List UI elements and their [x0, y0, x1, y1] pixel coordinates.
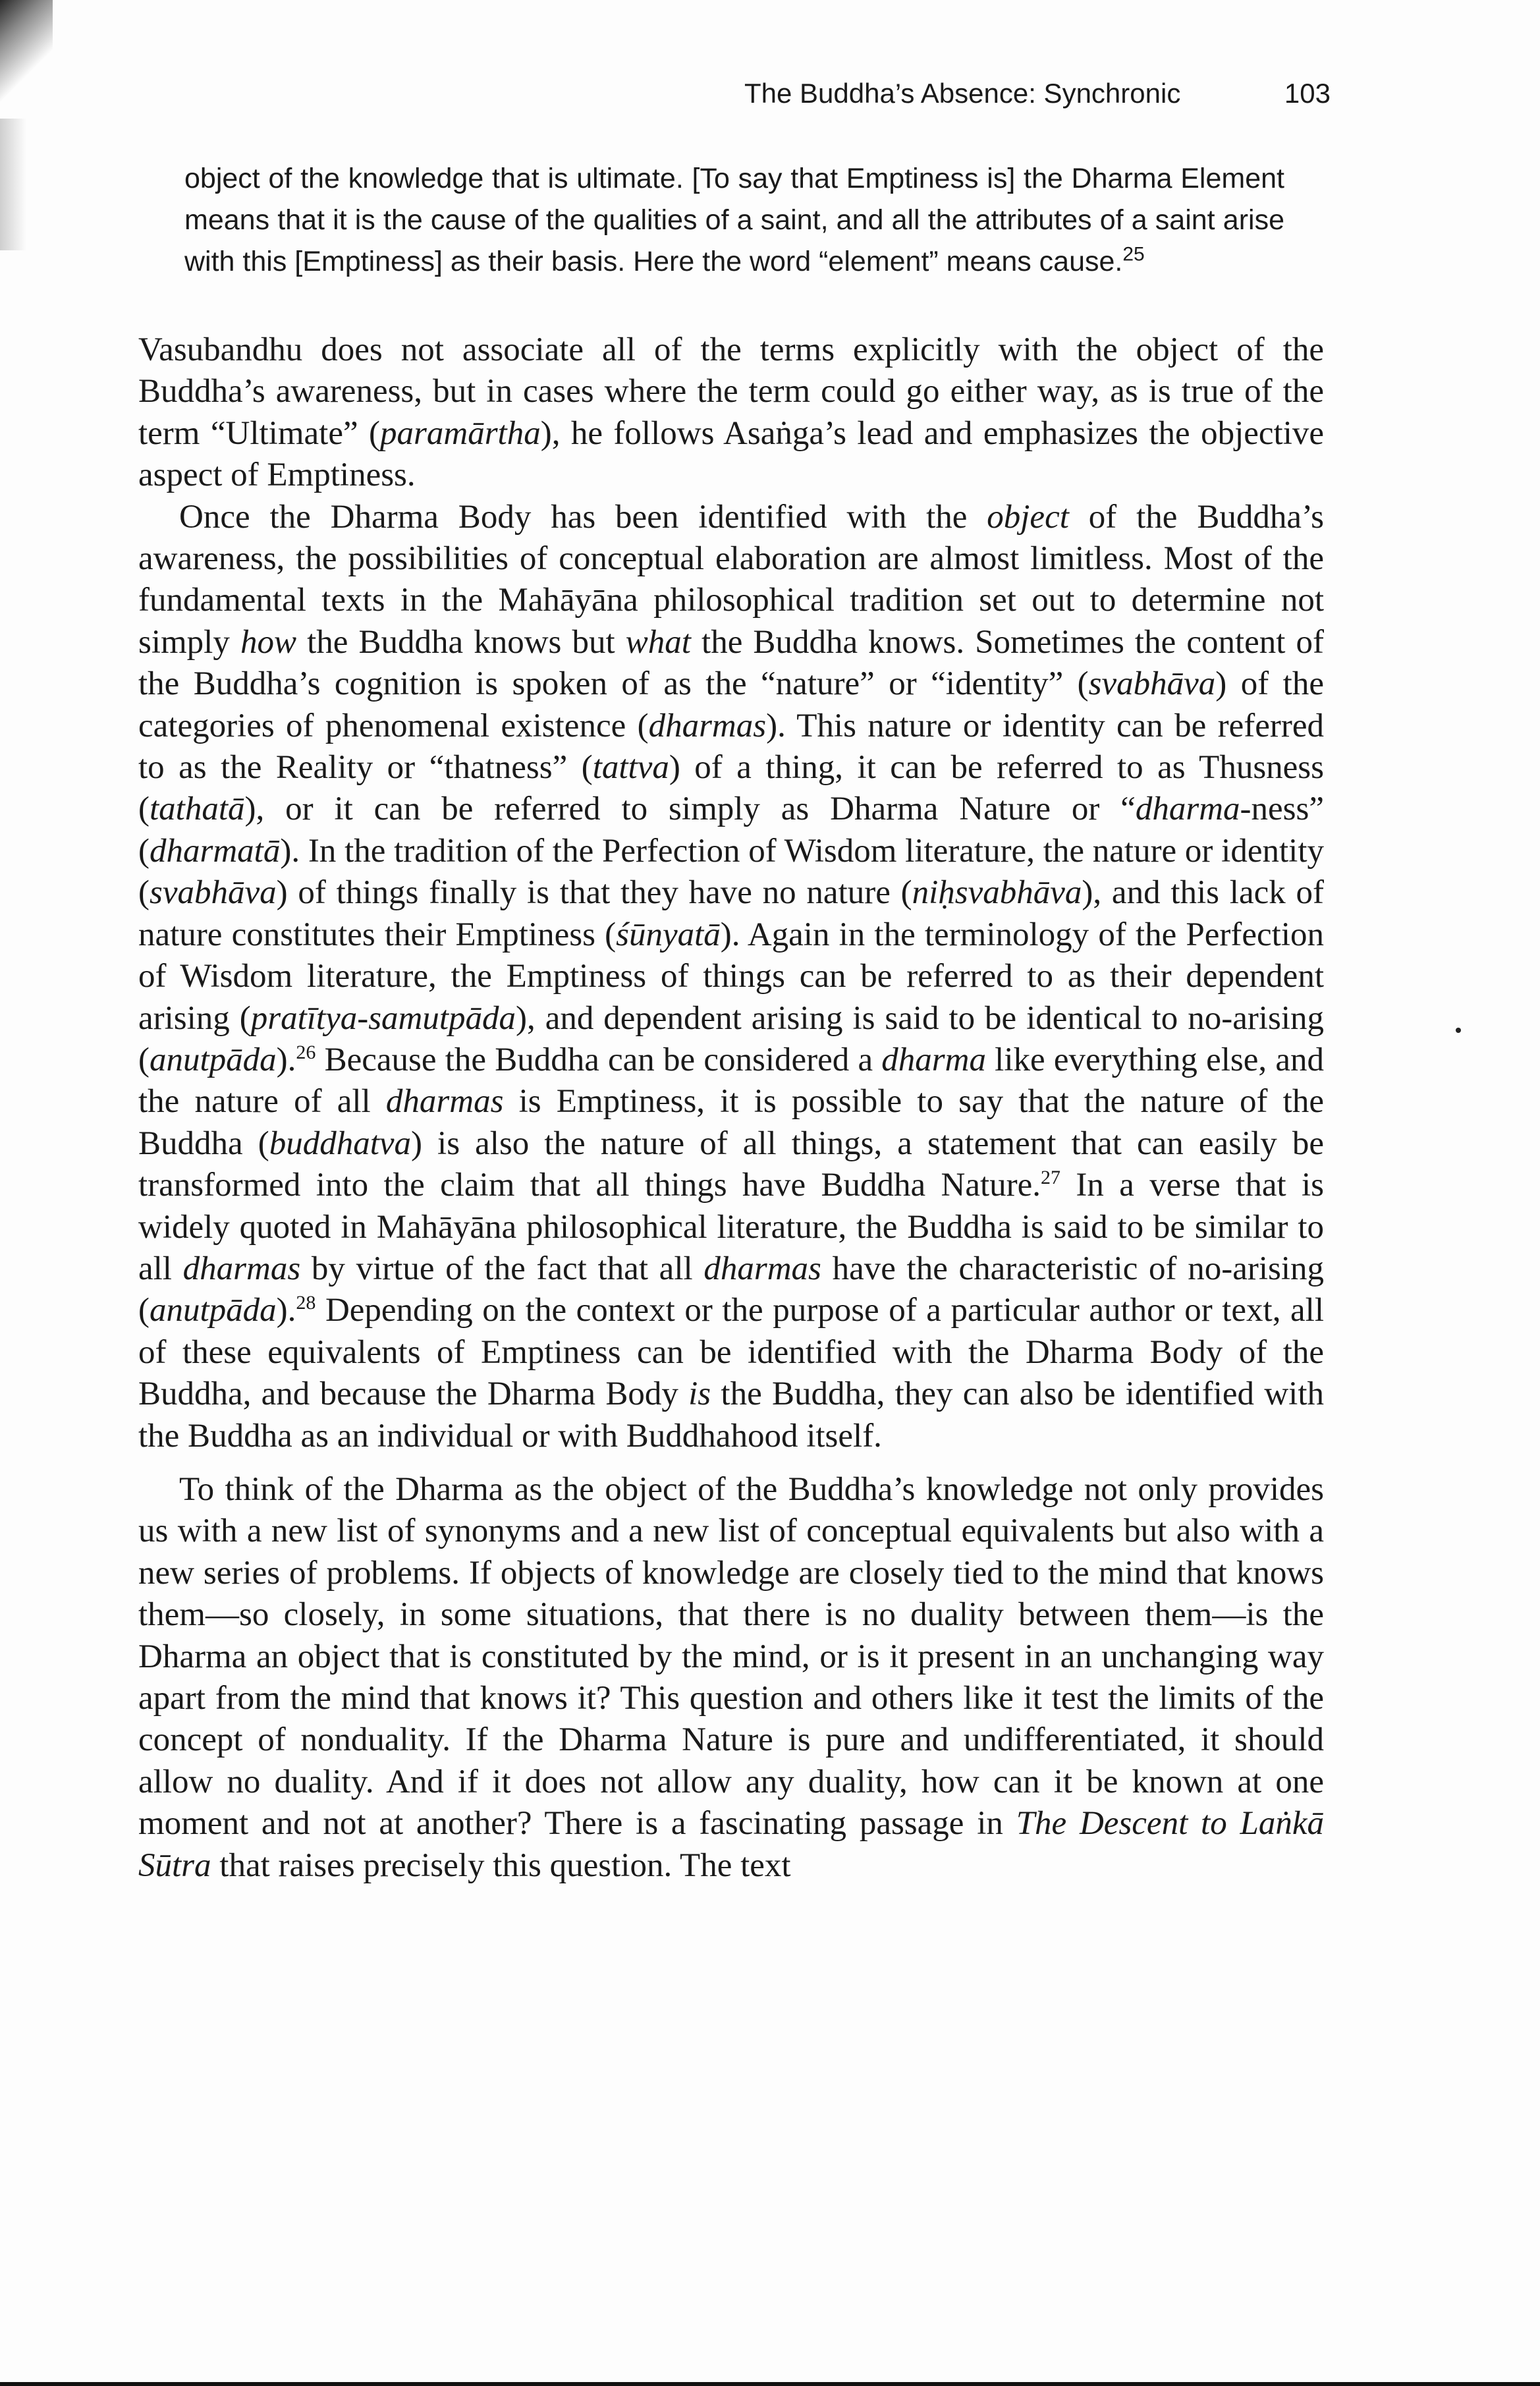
- running-head: [744, 78, 1331, 109]
- text-run: by virtue of the fact that all: [300, 1250, 704, 1287]
- text-run: ) of the categories of phenomenal existence (: [138, 665, 1324, 744]
- text-run: ), he follows Asaṅga’s lead and emphasizes the objective aspect of Emptiness.: [138, 414, 1324, 494]
- italic-term: how: [240, 623, 296, 661]
- text-run: ) of a thing, it can be referred to as Thusness (: [138, 749, 1324, 828]
- italic-term: anutpāda: [149, 1041, 277, 1078]
- italic-term: paramārtha: [380, 414, 541, 452]
- footnote-ref-25: 25: [1122, 243, 1145, 265]
- italic-term: dharmas: [385, 1083, 504, 1121]
- text-run: To think of the Dharma as the object of the Buddha’s knowledge not only provides us with a new list of synonyms and a new list of conceptual equivalents but also with a new series of problems. If objects of knowledge are closely tied to the mind that knows them—so closely, in some situations, that there is no duality between them—is the Dharma an object that is constituted by the mind, or is it present in an unchanging way apart from the mind that knows it? This question and others like it test the limits of the concept of nonduality. If the Dharma Nature is pure and undifferentiated, it should allow no duality. And if it does not allow any duality, how can it be known at one moment and not at another? There is a fascinating passage in: [138, 1470, 1324, 1843]
- body-text: [138, 329, 1324, 1887]
- scan-edge-shading: [0, 119, 26, 250]
- italic-term: śūnyatā: [616, 916, 721, 953]
- text-run: ), or it can be referred to simply as Dharma Nature or “: [244, 791, 1136, 828]
- text-run: ). This nature or identity can be referred to as the Reality or “thatness” (: [138, 707, 1324, 787]
- footnote-ref-26: 26: [296, 1041, 316, 1063]
- text-run: the Buddha, they can also be identified with the Buddha as an individual or with Buddhahood itself.: [138, 1375, 1324, 1455]
- italic-term: niḥsvabhāva: [912, 874, 1082, 912]
- text-run: Once the Dharma Body has been identified with the: [179, 498, 987, 536]
- text-run: like everything else, and the nature of all: [138, 1041, 1324, 1121]
- italic-term: dharma: [881, 1041, 986, 1078]
- footnote-ref-27: 27: [1041, 1167, 1061, 1189]
- text-run: ) of things finally is that they have no nature (: [276, 874, 912, 912]
- italic-term: tattva: [592, 749, 669, 787]
- scan-corner-shadow: [0, 0, 53, 119]
- running-title: The Buddha’s Absence: Synchronic: [744, 78, 1181, 109]
- italic-term: dharma: [1135, 791, 1240, 828]
- text-run: ), and dependent arising is said to be identical to no-arising (: [138, 999, 1324, 1078]
- italic-term: dharmas: [703, 1250, 821, 1287]
- text-run: Because the Buddha can be considered a: [316, 1041, 882, 1078]
- scan-bottom-edge: [0, 2382, 1540, 2386]
- italic-term: dharmas: [648, 707, 767, 744]
- quote-text: object of the knowledge that is ultimate. [To say that Emptiness is] the Dharma Element means that it is the cause of the qualities of a saint, and all the attributes of a saint arise with this [Emptiness] as their basis. Here the word “element” means cause.: [184, 163, 1284, 277]
- italic-term: buddhatva: [269, 1124, 412, 1162]
- italic-term: dharmatā: [149, 832, 281, 870]
- footnote-ref-28: 28: [296, 1292, 316, 1314]
- text-run: the Buddha knows but: [296, 623, 626, 661]
- text-run: ), and this lack of nature constitutes their Emptiness (: [138, 874, 1325, 953]
- italic-term: tathatā: [149, 791, 245, 828]
- italic-term: pratītya-samutpāda: [250, 999, 516, 1037]
- paragraph-1: [138, 329, 1324, 497]
- text-run: In a verse that is widely quoted in Mahāyāna philosophical literature, the Buddha is said to be similar to all: [138, 1167, 1325, 1287]
- italic-book-title: The Descent to Laṅkā Sūtra: [138, 1805, 1324, 1884]
- italic-term: anutpāda: [149, 1292, 277, 1329]
- italic-term: is: [688, 1375, 711, 1413]
- text-run: have the characteristic of no-arising (: [138, 1250, 1324, 1329]
- text-run: ).: [276, 1041, 296, 1078]
- page-number: 103: [1284, 78, 1331, 109]
- text-run: ). Again in the terminology of the Perfection of Wisdom literature, the Emptiness of things can be referred to as their dependent arising (: [138, 916, 1324, 1037]
- italic-term: dharmas: [182, 1250, 301, 1287]
- italic-term: what: [625, 623, 691, 661]
- paragraph-2: [138, 497, 1324, 1457]
- block-quote: [184, 158, 1284, 283]
- text-run: ) is also the nature of all things, a statement that can easily be transformed into the claim that all things have Buddha Nature.: [138, 1124, 1324, 1204]
- text-run: the Buddha knows. Sometimes the content of the Buddha’s cognition is spoken of as the “nature” or “identity” (: [138, 623, 1325, 703]
- text-run: -ness” (: [138, 791, 1324, 870]
- paragraph-3: [138, 1469, 1324, 1887]
- margin-speck: [1456, 1028, 1461, 1033]
- text-run: is Emptiness, it is possible to say that the nature of the Buddha (: [138, 1083, 1324, 1162]
- text-run: that raises precisely this question. The text: [211, 1846, 791, 1884]
- text-run: ).: [276, 1292, 296, 1329]
- text-run: of the Buddha’s awareness, the possibilities of conceptual elaboration are almost limitless. Most of the fundamental texts in the Mahāyāna philosophical tradition set out to determine not simply: [138, 498, 1324, 661]
- italic-term: object: [987, 498, 1069, 536]
- text-run: ). In the tradition of the Perfection of Wisdom literature, the nature or identity (: [138, 832, 1324, 912]
- italic-term: svabhāva: [1088, 665, 1216, 703]
- text-run: Vasubandhu does not associate all of the terms explicitly with the object of the Buddha’s awareness, but in cases where the term could go either way, as is true of the term “Ultimate” (: [138, 331, 1324, 452]
- text-run: Depending on the context or the purpose of a particular author or text, all of these equivalents of Emptiness can be identified with the Dharma Body of the Buddha, and because the Dharma Body: [138, 1292, 1324, 1413]
- italic-term: svabhāva: [149, 874, 277, 912]
